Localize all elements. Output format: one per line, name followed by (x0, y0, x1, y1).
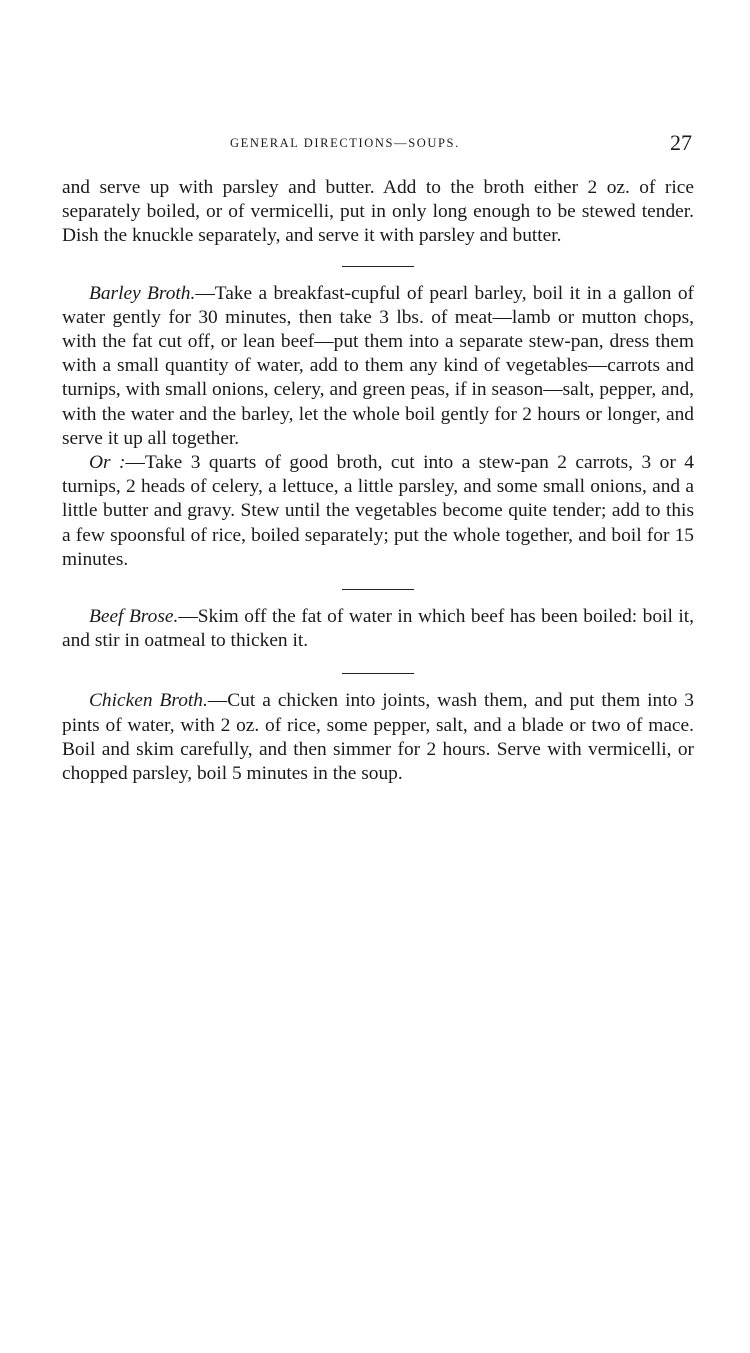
paragraph-or (62, 451, 694, 572)
paragraph-text: —Cut a chicken into joints, wash them, and put them into 3 pints of water, with 2 oz. of rice, some pepper, salt, and a blade or two of mace. Boil and skim carefully, and then simmer for 2 hours. Serve with vermicelli, or chopped parsley, boil 5 minutes in the soup. (62, 690, 694, 785)
recipe-title: Barley Broth. (89, 282, 196, 304)
recipe-title: Beef Brose. (89, 606, 179, 628)
paragraph-continuation (62, 176, 694, 249)
text-block (62, 176, 694, 786)
paragraph-beef-brose (62, 605, 694, 653)
section-divider (342, 673, 414, 674)
running-title: GENERAL DIRECTIONS—SOUPS. (230, 136, 460, 150)
section-divider (342, 266, 414, 267)
recipe-title: Chicken Broth. (89, 690, 208, 712)
paragraph-text: —Skim off the fat of water in which beef has been boiled: boil it, and stir in oatmeal to thicken it. (62, 606, 694, 652)
running-head (62, 130, 692, 160)
paragraph-text: —Take a breakfast-cupful of pearl barley, boil it in a gallon of water gently for 30 minutes, then take 3 lbs. of meat—lamb or mutton chops, with the fat cut off, or lean beef—put them into a separate stew-pan, dress them with a small quantity of water, add to them any kind of vegetables—carrots and turnips, with small onions, celery, and green peas, if in season—salt, pepper, and, with the water and the barley, let the whole boil gently for 2 hours or longer, and serve it up all together. (62, 282, 694, 449)
recipe-title: Or : (89, 452, 126, 474)
paragraph-barley-broth (62, 282, 694, 451)
paragraph-chicken-broth (62, 689, 694, 786)
paragraph-text: —Take 3 quarts of good broth, cut into a stew-pan 2 carrots, 3 or 4 turnips, 2 heads of celery, a lettuce, a little parsley, and some small onions, and a little butter and gravy. Stew until the vegetables become quite tender; add to this a few spoonsful of rice, boiled separately; put the whole together, and boil for 15 minutes. (62, 452, 694, 570)
paragraph-text: and serve up with parsley and butter. Add to the broth either 2 oz. of rice separately boiled, or of vermicelli, put in only long enough to be stewed tender. Dish the knuckle separately, and serve it with parsley and butter. (62, 177, 694, 247)
section-divider (342, 589, 414, 590)
page-number: 27 (670, 130, 692, 155)
